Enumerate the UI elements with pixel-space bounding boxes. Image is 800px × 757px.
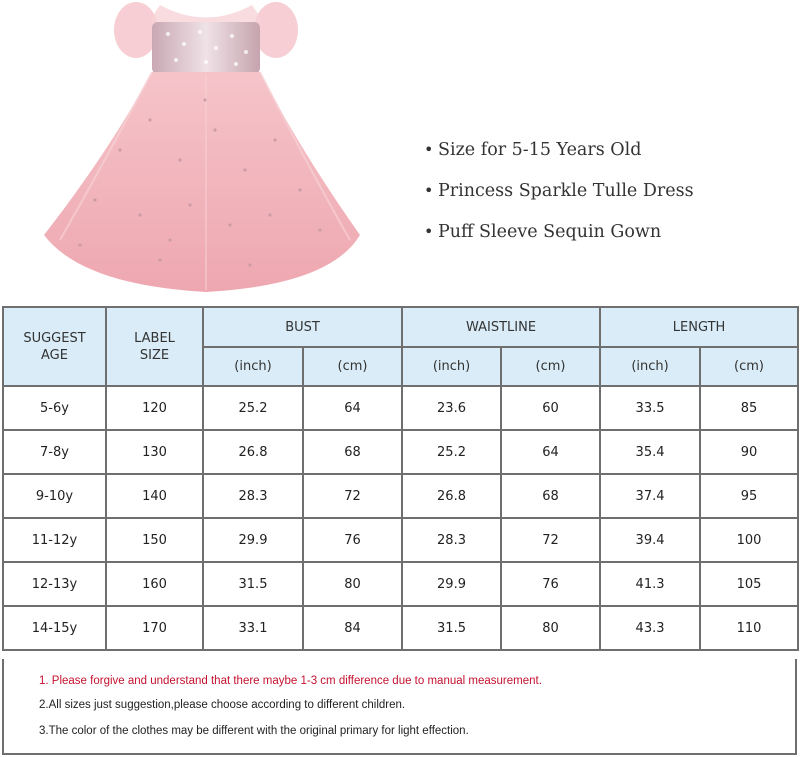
cell-bust-inch: 28.3	[203, 474, 303, 518]
dress-image	[0, 0, 420, 300]
header-bust-inch: (inch)	[203, 347, 303, 386]
table-row	[3, 606, 798, 650]
cell-label-size: 120	[106, 386, 203, 430]
cell-waist-cm: 80	[501, 606, 600, 650]
dress-illustration	[0, 0, 420, 300]
cell-waist-inch: 29.9	[402, 562, 501, 606]
bullet-dot: •	[424, 222, 434, 241]
cell-age: 7-8y	[3, 430, 106, 474]
feature-item	[424, 138, 694, 179]
table-row	[3, 386, 798, 430]
cell-waist-inch: 23.6	[402, 386, 501, 430]
right-sleeve	[254, 2, 298, 58]
note-measurement: 1. Please forgive and understand that there maybe 1-3 cm difference due to manual measurement.	[39, 675, 542, 687]
cell-bust-cm: 76	[303, 518, 402, 562]
bullet-dot: •	[424, 181, 434, 200]
notes-box	[2, 659, 797, 755]
cell-waist-inch: 25.2	[402, 430, 501, 474]
cell-waist-cm: 72	[501, 518, 600, 562]
cell-length-cm: 90	[700, 430, 798, 474]
cell-waist-inch: 31.5	[402, 606, 501, 650]
feature-list	[424, 138, 694, 261]
cell-bust-inch: 31.5	[203, 562, 303, 606]
cell-bust-inch: 29.9	[203, 518, 303, 562]
feature-text: Puff Sleeve Sequin Gown	[438, 222, 662, 242]
feature-text: Princess Sparkle Tulle Dress	[438, 181, 694, 201]
table-row	[3, 518, 798, 562]
size-chart-table	[2, 306, 799, 651]
header-waist-inch: (inch)	[402, 347, 501, 386]
tulle-skirt	[44, 72, 360, 292]
cell-length-cm: 110	[700, 606, 798, 650]
header-bust: BUST	[203, 307, 402, 347]
feature-item	[424, 220, 694, 261]
table-row	[3, 430, 798, 474]
header-label-size: LABEL SIZE	[106, 307, 203, 386]
cell-age: 11-12y	[3, 518, 106, 562]
cell-bust-cm: 64	[303, 386, 402, 430]
header-length: LENGTH	[600, 307, 798, 347]
left-sleeve	[114, 2, 158, 58]
cell-label-size: 150	[106, 518, 203, 562]
feature-text: Size for 5-15 Years Old	[438, 140, 642, 160]
note-color: 3.The color of the clothes may be different with the original primary for light effection.	[39, 725, 469, 737]
cell-label-size: 170	[106, 606, 203, 650]
cell-bust-inch: 33.1	[203, 606, 303, 650]
header-waistline: WAISTLINE	[402, 307, 600, 347]
cell-age: 12-13y	[3, 562, 106, 606]
cell-waist-cm: 68	[501, 474, 600, 518]
cell-age: 14-15y	[3, 606, 106, 650]
cell-bust-cm: 84	[303, 606, 402, 650]
note-suggestion: 2.All sizes just suggestion,please choose according to different children.	[39, 699, 406, 711]
cell-bust-cm: 80	[303, 562, 402, 606]
cell-waist-cm: 60	[501, 386, 600, 430]
cell-length-inch: 33.5	[600, 386, 700, 430]
cell-label-size: 160	[106, 562, 203, 606]
cell-length-inch: 39.4	[600, 518, 700, 562]
cell-length-inch: 41.3	[600, 562, 700, 606]
cell-bust-inch: 25.2	[203, 386, 303, 430]
header-length-cm: (cm)	[700, 347, 798, 386]
cell-length-inch: 43.3	[600, 606, 700, 650]
cell-length-inch: 37.4	[600, 474, 700, 518]
table-row	[3, 562, 798, 606]
table-row	[3, 474, 798, 518]
cell-length-cm: 85	[700, 386, 798, 430]
feature-item	[424, 179, 694, 220]
cell-age: 5-6y	[3, 386, 106, 430]
header-bust-cm: (cm)	[303, 347, 402, 386]
header-length-inch: (inch)	[600, 347, 700, 386]
cell-length-inch: 35.4	[600, 430, 700, 474]
cell-age: 9-10y	[3, 474, 106, 518]
sequin-bodice	[152, 22, 260, 74]
cell-waist-inch: 26.8	[402, 474, 501, 518]
cell-waist-cm: 76	[501, 562, 600, 606]
cell-bust-cm: 72	[303, 474, 402, 518]
cell-bust-cm: 68	[303, 430, 402, 474]
cell-length-cm: 100	[700, 518, 798, 562]
bullet-dot: •	[424, 140, 434, 159]
header-waist-cm: (cm)	[501, 347, 600, 386]
cell-waist-inch: 28.3	[402, 518, 501, 562]
cell-length-cm: 95	[700, 474, 798, 518]
cell-length-cm: 105	[700, 562, 798, 606]
cell-label-size: 130	[106, 430, 203, 474]
cell-bust-inch: 26.8	[203, 430, 303, 474]
cell-label-size: 140	[106, 474, 203, 518]
cell-waist-cm: 64	[501, 430, 600, 474]
header-suggest-age: SUGGEST AGE	[3, 307, 106, 386]
